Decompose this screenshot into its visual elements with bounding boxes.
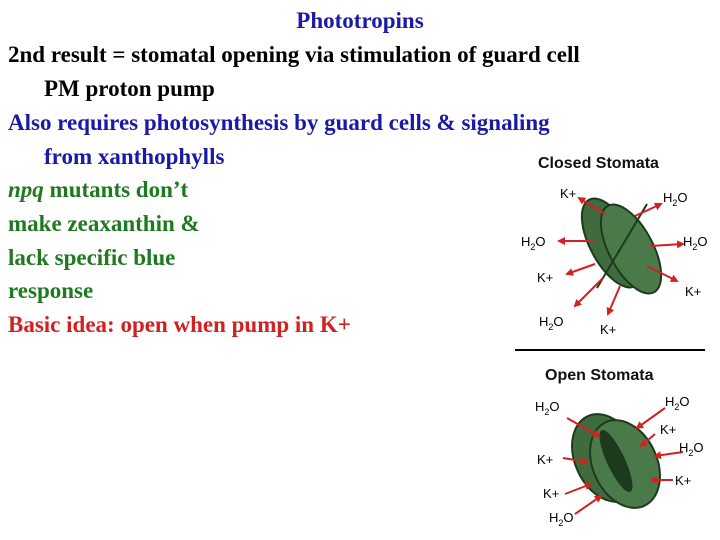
open-stomata-title: Open Stomata — [545, 367, 654, 384]
closed-stomata-title: Closed Stomata — [538, 155, 659, 172]
text-line-2: PM proton pump — [44, 76, 215, 101]
closed-k-2: K+ — [537, 270, 554, 285]
text-line-5 — [8, 173, 188, 206]
text-line-4: from xanthophylls — [44, 144, 225, 169]
text-line-8: response — [8, 278, 94, 303]
open-h2o-4: $H_2O$ — [549, 510, 574, 528]
text-line-6: make zeaxanthin & — [8, 211, 200, 236]
stomata-diagram — [505, 146, 720, 536]
closed-k-3: K+ — [685, 284, 702, 299]
closed-h2o-2: $H_2O$ — [521, 234, 546, 252]
open-h2o-3: $H_2O$ — [679, 440, 704, 458]
text-line-1: 2nd result = stomatal opening via stimulation of guard cell — [8, 42, 580, 67]
closed-h2o-3: $H_2O$ — [683, 234, 708, 252]
open-h2o-2: $H_2O$ — [665, 394, 690, 412]
open-k-4: K+ — [543, 486, 560, 501]
closed-h2o-4: $H_2O$ — [539, 314, 564, 332]
closed-k-1: K+ — [560, 186, 577, 201]
text-line-3: Also requires photosynthesis by guard cells & signaling — [8, 110, 550, 135]
open-h2o-1: $H_2O$ — [535, 399, 560, 417]
open-k-3: K+ — [675, 473, 692, 488]
open-k-1: K+ — [660, 422, 677, 437]
npq-italic: npq — [8, 177, 44, 202]
closed-k-4: K+ — [600, 322, 617, 337]
text-line-7: lack specific blue — [8, 245, 176, 270]
open-k-2: K+ — [537, 452, 554, 467]
closed-h2o-1: $H_2O$ — [663, 190, 688, 208]
slide-title: Phototropins — [296, 8, 424, 33]
text-line-9: Basic idea: open when pump in K+ — [8, 312, 351, 337]
stomata-svg — [505, 146, 720, 536]
npq-rest: mutants don’t — [43, 177, 189, 202]
